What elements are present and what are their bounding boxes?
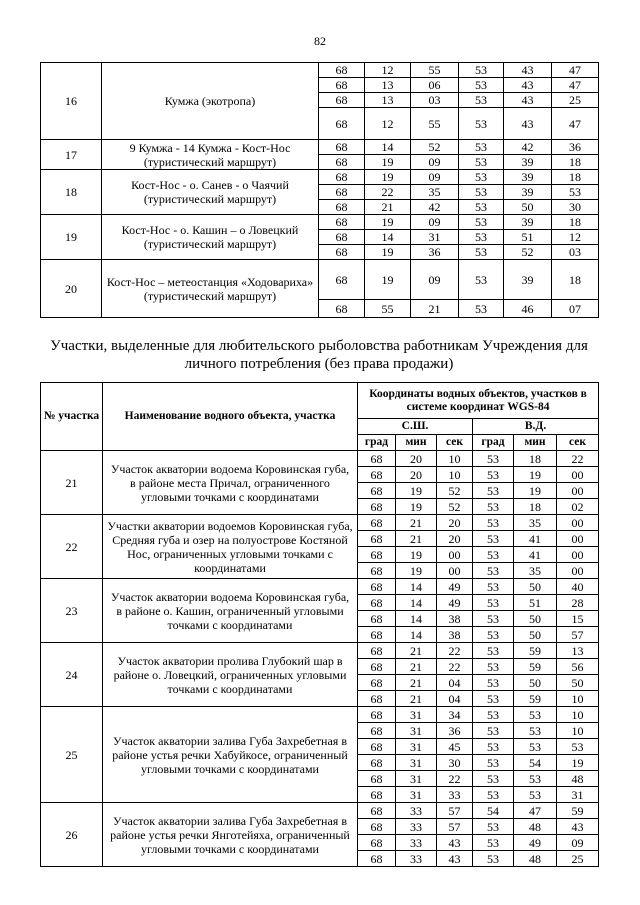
coordinate-cell: 53 <box>514 771 557 787</box>
coordinate-cell: 53 <box>459 245 504 260</box>
coordinate-cell: 53 <box>473 515 514 531</box>
coordinate-cell: 53 <box>514 739 557 755</box>
table-row <box>41 140 599 155</box>
coordinate-cell: 68 <box>319 93 365 108</box>
coordinate-cell: 22 <box>557 451 599 467</box>
coordinate-cell: 48 <box>514 819 557 835</box>
coordinate-cell: 53 <box>473 755 514 771</box>
coordinate-cell: 06 <box>411 78 459 93</box>
coordinate-cell: 68 <box>319 230 365 245</box>
coordinate-cell: 36 <box>411 245 459 260</box>
coordinate-cell: 43 <box>437 835 473 851</box>
coordinate-cell: 68 <box>358 515 396 531</box>
coordinate-cell: 21 <box>396 515 437 531</box>
coordinate-cell: 50 <box>514 611 557 627</box>
coordinate-cell: 19 <box>396 483 437 499</box>
coordinate-cell: 53 <box>473 739 514 755</box>
coordinate-cell: 19 <box>396 563 437 579</box>
coordinate-cell: 53 <box>473 531 514 547</box>
coordinate-cell: 19 <box>365 245 411 260</box>
coordinate-cell: 49 <box>437 595 473 611</box>
header-unit: мин <box>514 435 557 451</box>
area-name: Участок акватории водоема Коровинская губа, в районе о. Кашин, ограниченный угловыми точками с координатами <box>103 579 358 643</box>
coordinate-cell: 68 <box>358 803 396 819</box>
area-name: Участок акватории залива Губа Захребетная в районе устья речки Янготейяха, ограниченный угловыми точками с координатами <box>103 803 358 867</box>
coordinate-cell: 53 <box>459 63 504 78</box>
header-unit: сек <box>437 435 473 451</box>
coordinate-cell: 00 <box>557 515 599 531</box>
coordinate-cell: 42 <box>411 200 459 215</box>
coordinate-cell: 36 <box>552 140 599 155</box>
coordinate-cell: 41 <box>514 547 557 563</box>
coordinate-cell: 18 <box>552 215 599 230</box>
area-number: 16 <box>41 63 102 140</box>
coordinate-cell: 38 <box>437 611 473 627</box>
coordinate-cell: 50 <box>514 579 557 595</box>
coordinate-cell: 15 <box>557 611 599 627</box>
coordinate-cell: 10 <box>557 707 599 723</box>
coordinate-cell: 68 <box>358 579 396 595</box>
area-name: Участок акватории пролива Глубокий шар в районе о. Ловецкий, ограниченных угловыми точками с координатами <box>103 643 358 707</box>
area-name: Кост-Нос - о. Кашин – о Ловецкий (туристический маршрут) <box>102 215 319 260</box>
area-name: Кумжа (экотропа) <box>102 63 319 140</box>
coordinate-cell: 18 <box>552 170 599 185</box>
coordinate-cell: 19 <box>396 499 437 515</box>
coordinate-cell: 41 <box>514 531 557 547</box>
coordinate-cell: 68 <box>319 155 365 170</box>
coordinate-cell: 53 <box>459 200 504 215</box>
coordinate-cell: 52 <box>437 483 473 499</box>
header-longitude: В.Д. <box>473 419 599 435</box>
coordinate-cell: 33 <box>396 851 437 867</box>
coordinate-cell: 68 <box>358 675 396 691</box>
coordinate-cell: 12 <box>365 108 411 140</box>
coordinate-cell: 53 <box>473 627 514 643</box>
coordinate-cell: 68 <box>358 787 396 803</box>
coordinate-cell: 68 <box>319 260 365 300</box>
coordinate-cell: 02 <box>557 499 599 515</box>
coordinate-cell: 59 <box>557 803 599 819</box>
area-number: 19 <box>41 215 102 260</box>
coordinate-cell: 50 <box>557 675 599 691</box>
area-name: 9 Кумжа - 14 Кумжа - Кост-Нос (туристический маршрут) <box>102 140 319 170</box>
area-number: 26 <box>41 803 103 867</box>
coordinate-cell: 68 <box>319 300 365 318</box>
coordinate-cell: 18 <box>552 260 599 300</box>
coordinate-cell: 52 <box>504 245 552 260</box>
coordinate-cell: 14 <box>365 140 411 155</box>
coordinate-cell: 68 <box>319 140 365 155</box>
coordinate-cell: 39 <box>504 185 552 200</box>
coordinate-cell: 19 <box>365 215 411 230</box>
coordinate-cell: 48 <box>514 851 557 867</box>
table-row <box>41 451 599 467</box>
coordinate-cell: 34 <box>437 707 473 723</box>
coordinate-cell: 68 <box>358 771 396 787</box>
coordinate-cell: 68 <box>358 451 396 467</box>
coordinate-cell: 68 <box>358 723 396 739</box>
coordinate-cell: 68 <box>319 63 365 78</box>
coordinate-cell: 25 <box>552 93 599 108</box>
coordinate-cell: 28 <box>557 595 599 611</box>
coordinate-cell: 10 <box>557 723 599 739</box>
coordinate-cell: 39 <box>504 170 552 185</box>
coordinate-cell: 53 <box>473 643 514 659</box>
coordinate-cell: 53 <box>473 771 514 787</box>
coordinate-cell: 19 <box>557 755 599 771</box>
coordinate-cell: 47 <box>514 803 557 819</box>
area-name: Кост-Нос - о. Санев - о Чаячий (туристический маршрут) <box>102 170 319 215</box>
coordinate-cell: 33 <box>396 803 437 819</box>
table-row <box>41 643 599 659</box>
header-unit: сек <box>557 435 599 451</box>
coordinate-cell: 40 <box>557 579 599 595</box>
coordinate-cell: 19 <box>365 155 411 170</box>
coordinate-cell: 53 <box>459 170 504 185</box>
coordinate-cell: 68 <box>358 835 396 851</box>
coordinate-cell: 30 <box>552 200 599 215</box>
coordinate-cell: 50 <box>504 200 552 215</box>
coordinate-cell: 46 <box>504 300 552 318</box>
coordinate-cell: 12 <box>552 230 599 245</box>
coordinate-cell: 00 <box>437 547 473 563</box>
coordinate-cell: 19 <box>365 260 411 300</box>
coordinate-cell: 25 <box>557 851 599 867</box>
coordinate-cell: 21 <box>396 659 437 675</box>
coordinate-cell: 00 <box>557 563 599 579</box>
coordinate-cell: 68 <box>319 78 365 93</box>
coordinate-cell: 53 <box>514 723 557 739</box>
coordinate-cell: 43 <box>504 108 552 140</box>
coordinate-cell: 09 <box>557 835 599 851</box>
coordinate-cell: 53 <box>473 787 514 803</box>
coordinate-cell: 09 <box>411 260 459 300</box>
coordinate-cell: 20 <box>437 531 473 547</box>
coordinate-cell: 53 <box>557 739 599 755</box>
coordinate-cell: 35 <box>411 185 459 200</box>
coordinate-cell: 10 <box>437 467 473 483</box>
coordinate-cell: 59 <box>514 691 557 707</box>
coordinate-cell: 50 <box>514 675 557 691</box>
header-number: № участка <box>41 383 103 451</box>
coordinate-cell: 53 <box>459 185 504 200</box>
coordinate-cell: 53 <box>473 579 514 595</box>
coordinate-cell: 68 <box>358 643 396 659</box>
header-coordinates: Координаты водных объектов, участков в системе координат WGS-84 <box>358 383 599 419</box>
coordinate-cell: 13 <box>365 93 411 108</box>
coordinate-cell: 54 <box>473 803 514 819</box>
coordinate-cell: 53 <box>459 140 504 155</box>
coordinate-cell: 68 <box>319 108 365 140</box>
coordinate-cell: 55 <box>365 300 411 318</box>
coordinate-cell: 49 <box>514 835 557 851</box>
coordinate-cell: 56 <box>557 659 599 675</box>
coordinate-cell: 09 <box>411 170 459 185</box>
coordinate-cell: 53 <box>473 595 514 611</box>
coordinate-cell: 68 <box>358 547 396 563</box>
table-row <box>41 579 599 595</box>
coordinate-cell: 51 <box>514 595 557 611</box>
coordinate-cell: 31 <box>396 739 437 755</box>
coordinate-cell: 35 <box>514 515 557 531</box>
coordinate-cell: 00 <box>557 467 599 483</box>
table-row <box>41 260 599 300</box>
coordinate-cell: 31 <box>396 723 437 739</box>
coordinate-cell: 68 <box>358 499 396 515</box>
coordinate-cell: 53 <box>514 787 557 803</box>
coordinate-cell: 54 <box>514 755 557 771</box>
coordinate-cell: 53 <box>473 723 514 739</box>
coordinate-cell: 20 <box>437 515 473 531</box>
coordinate-cell: 53 <box>473 675 514 691</box>
coordinate-cell: 68 <box>319 170 365 185</box>
coordinate-cell: 00 <box>557 547 599 563</box>
coordinate-cell: 31 <box>396 707 437 723</box>
coordinate-cell: 21 <box>365 200 411 215</box>
coordinate-cell: 39 <box>504 215 552 230</box>
area-name: Кост-Нос – метеостанция «Ходовариха» (туристический маршрут) <box>102 260 319 318</box>
coordinate-cell: 68 <box>358 739 396 755</box>
coordinate-cell: 68 <box>358 707 396 723</box>
coordinate-cell: 68 <box>358 467 396 483</box>
coordinate-cell: 18 <box>514 499 557 515</box>
coordinate-cell: 53 <box>473 467 514 483</box>
coordinate-cell: 52 <box>437 499 473 515</box>
section-title: Участки, выделенные для любительского рыболовства работникам Учреждения для личного потребления (без права продажи) <box>50 338 588 372</box>
coordinate-cell: 68 <box>358 611 396 627</box>
coordinate-cell: 53 <box>473 483 514 499</box>
coordinate-cell: 68 <box>358 483 396 499</box>
coordinate-cell: 19 <box>365 170 411 185</box>
coordinate-cell: 03 <box>552 245 599 260</box>
coordinate-cell: 30 <box>437 755 473 771</box>
coordinate-cell: 22 <box>437 771 473 787</box>
coordinate-cell: 43 <box>504 63 552 78</box>
coordinate-cell: 53 <box>473 851 514 867</box>
coordinate-cell: 18 <box>552 155 599 170</box>
coordinate-cell: 42 <box>504 140 552 155</box>
coordinate-cell: 45 <box>437 739 473 755</box>
coordinate-cell: 51 <box>504 230 552 245</box>
coordinate-cell: 31 <box>396 787 437 803</box>
coordinate-cell: 53 <box>473 835 514 851</box>
coordinate-cell: 53 <box>473 707 514 723</box>
coordinate-cell: 52 <box>411 140 459 155</box>
coordinate-cell: 53 <box>514 707 557 723</box>
coordinate-cell: 47 <box>552 63 599 78</box>
coordinate-cell: 19 <box>514 467 557 483</box>
coordinate-cell: 33 <box>396 819 437 835</box>
coordinate-cell: 22 <box>365 185 411 200</box>
coordinate-cell: 53 <box>473 547 514 563</box>
table-routes <box>40 62 599 318</box>
area-number: 18 <box>41 170 102 215</box>
coordinate-cell: 53 <box>473 659 514 675</box>
coordinate-cell: 48 <box>557 771 599 787</box>
coordinate-cell: 68 <box>358 531 396 547</box>
coordinate-cell: 22 <box>437 643 473 659</box>
coordinate-cell: 43 <box>437 851 473 867</box>
coordinate-cell: 31 <box>396 755 437 771</box>
coordinate-cell: 53 <box>459 93 504 108</box>
header-unit: мин <box>396 435 437 451</box>
coordinate-cell: 57 <box>557 627 599 643</box>
coordinate-cell: 12 <box>365 63 411 78</box>
coordinate-cell: 00 <box>437 563 473 579</box>
coordinate-cell: 47 <box>552 78 599 93</box>
coordinate-cell: 43 <box>504 93 552 108</box>
coordinate-cell: 10 <box>437 451 473 467</box>
coordinate-cell: 68 <box>319 185 365 200</box>
coordinate-cell: 14 <box>396 595 437 611</box>
coordinate-cell: 68 <box>358 819 396 835</box>
coordinate-cell: 68 <box>358 595 396 611</box>
area-number: 22 <box>41 515 103 579</box>
area-name: Участок акватории водоема Коровинская губа, в районе места Причал, ограниченного угловыми точками с координатами <box>103 451 358 515</box>
coordinate-cell: 31 <box>396 771 437 787</box>
coordinate-cell: 35 <box>514 563 557 579</box>
coordinate-cell: 68 <box>358 691 396 707</box>
coordinate-cell: 09 <box>411 155 459 170</box>
coordinate-cell: 19 <box>514 483 557 499</box>
coordinate-cell: 31 <box>411 230 459 245</box>
coordinate-cell: 10 <box>557 691 599 707</box>
page-number: 82 <box>314 34 326 48</box>
coordinate-cell: 53 <box>459 155 504 170</box>
coordinate-cell: 21 <box>396 691 437 707</box>
coordinate-cell: 53 <box>552 185 599 200</box>
coordinate-cell: 33 <box>437 787 473 803</box>
coordinate-cell: 14 <box>396 579 437 595</box>
coordinate-cell: 53 <box>473 451 514 467</box>
table-row <box>41 170 599 185</box>
coordinate-cell: 57 <box>437 803 473 819</box>
coordinate-cell: 68 <box>319 215 365 230</box>
coordinate-cell: 19 <box>396 547 437 563</box>
coordinate-cell: 14 <box>396 611 437 627</box>
coordinate-cell: 13 <box>365 78 411 93</box>
coordinate-cell: 39 <box>504 260 552 300</box>
coordinate-cell: 38 <box>437 627 473 643</box>
coordinate-cell: 13 <box>557 643 599 659</box>
coordinate-cell: 68 <box>319 245 365 260</box>
coordinate-cell: 04 <box>437 675 473 691</box>
coordinate-cell: 39 <box>504 155 552 170</box>
coordinate-cell: 68 <box>319 200 365 215</box>
coordinate-cell: 43 <box>504 78 552 93</box>
coordinate-cell: 53 <box>459 78 504 93</box>
area-number: 20 <box>41 260 102 318</box>
table-row <box>41 515 599 531</box>
coordinate-cell: 07 <box>552 300 599 318</box>
coordinate-cell: 00 <box>557 531 599 547</box>
coordinate-cell: 68 <box>358 563 396 579</box>
coordinate-cell: 53 <box>473 691 514 707</box>
coordinate-cell: 53 <box>459 260 504 300</box>
coordinate-cell: 53 <box>473 611 514 627</box>
coordinate-cell: 22 <box>437 659 473 675</box>
coordinate-cell: 00 <box>557 483 599 499</box>
coordinate-cell: 59 <box>514 659 557 675</box>
coordinate-cell: 55 <box>411 108 459 140</box>
coordinate-cell: 09 <box>411 215 459 230</box>
coordinate-cell: 68 <box>358 851 396 867</box>
coordinate-cell: 20 <box>396 451 437 467</box>
coordinate-cell: 53 <box>459 230 504 245</box>
coordinate-cell: 59 <box>514 643 557 659</box>
table-row <box>41 63 599 78</box>
header-name: Наименование водного объекта, участка <box>103 383 358 451</box>
table-row <box>41 707 599 723</box>
coordinate-cell: 31 <box>557 787 599 803</box>
coordinate-cell: 36 <box>437 723 473 739</box>
coordinate-cell: 53 <box>459 215 504 230</box>
area-name: Участки акватории водоемов Коровинская губа, Средняя губа и озер на полуострове Костяной Нос, ограниченных угловыми точками с координатами <box>103 515 358 579</box>
coordinate-cell: 53 <box>473 819 514 835</box>
area-number: 21 <box>41 451 103 515</box>
area-number: 17 <box>41 140 102 170</box>
coordinate-cell: 53 <box>473 563 514 579</box>
coordinate-cell: 53 <box>459 300 504 318</box>
coordinate-cell: 14 <box>396 627 437 643</box>
table-fishing-areas <box>40 382 599 867</box>
coordinate-cell: 14 <box>365 230 411 245</box>
coordinate-cell: 50 <box>514 627 557 643</box>
coordinate-cell: 49 <box>437 579 473 595</box>
coordinate-cell: 03 <box>411 93 459 108</box>
area-number: 24 <box>41 643 103 707</box>
coordinate-cell: 68 <box>358 627 396 643</box>
header-latitude: С.Ш. <box>358 419 473 435</box>
coordinate-cell: 21 <box>411 300 459 318</box>
coordinate-cell: 04 <box>437 691 473 707</box>
table-row <box>41 803 599 819</box>
coordinate-cell: 33 <box>396 835 437 851</box>
table-row <box>41 215 599 230</box>
coordinate-cell: 21 <box>396 675 437 691</box>
coordinate-cell: 53 <box>473 499 514 515</box>
coordinate-cell: 68 <box>358 659 396 675</box>
coordinate-cell: 21 <box>396 643 437 659</box>
header-unit: град <box>473 435 514 451</box>
coordinate-cell: 47 <box>552 108 599 140</box>
coordinate-cell: 57 <box>437 819 473 835</box>
area-number: 25 <box>41 707 103 803</box>
coordinate-cell: 55 <box>411 63 459 78</box>
coordinate-cell: 21 <box>396 531 437 547</box>
area-name: Участок акватории залива Губа Захребетная в районе устья речки Хабуйкосе, ограниченный угловыми точками с координатами <box>103 707 358 803</box>
coordinate-cell: 20 <box>396 467 437 483</box>
coordinate-cell: 18 <box>514 451 557 467</box>
coordinate-cell: 68 <box>358 755 396 771</box>
coordinate-cell: 43 <box>557 819 599 835</box>
area-number: 23 <box>41 579 103 643</box>
coordinate-cell: 53 <box>459 108 504 140</box>
header-unit: град <box>358 435 396 451</box>
